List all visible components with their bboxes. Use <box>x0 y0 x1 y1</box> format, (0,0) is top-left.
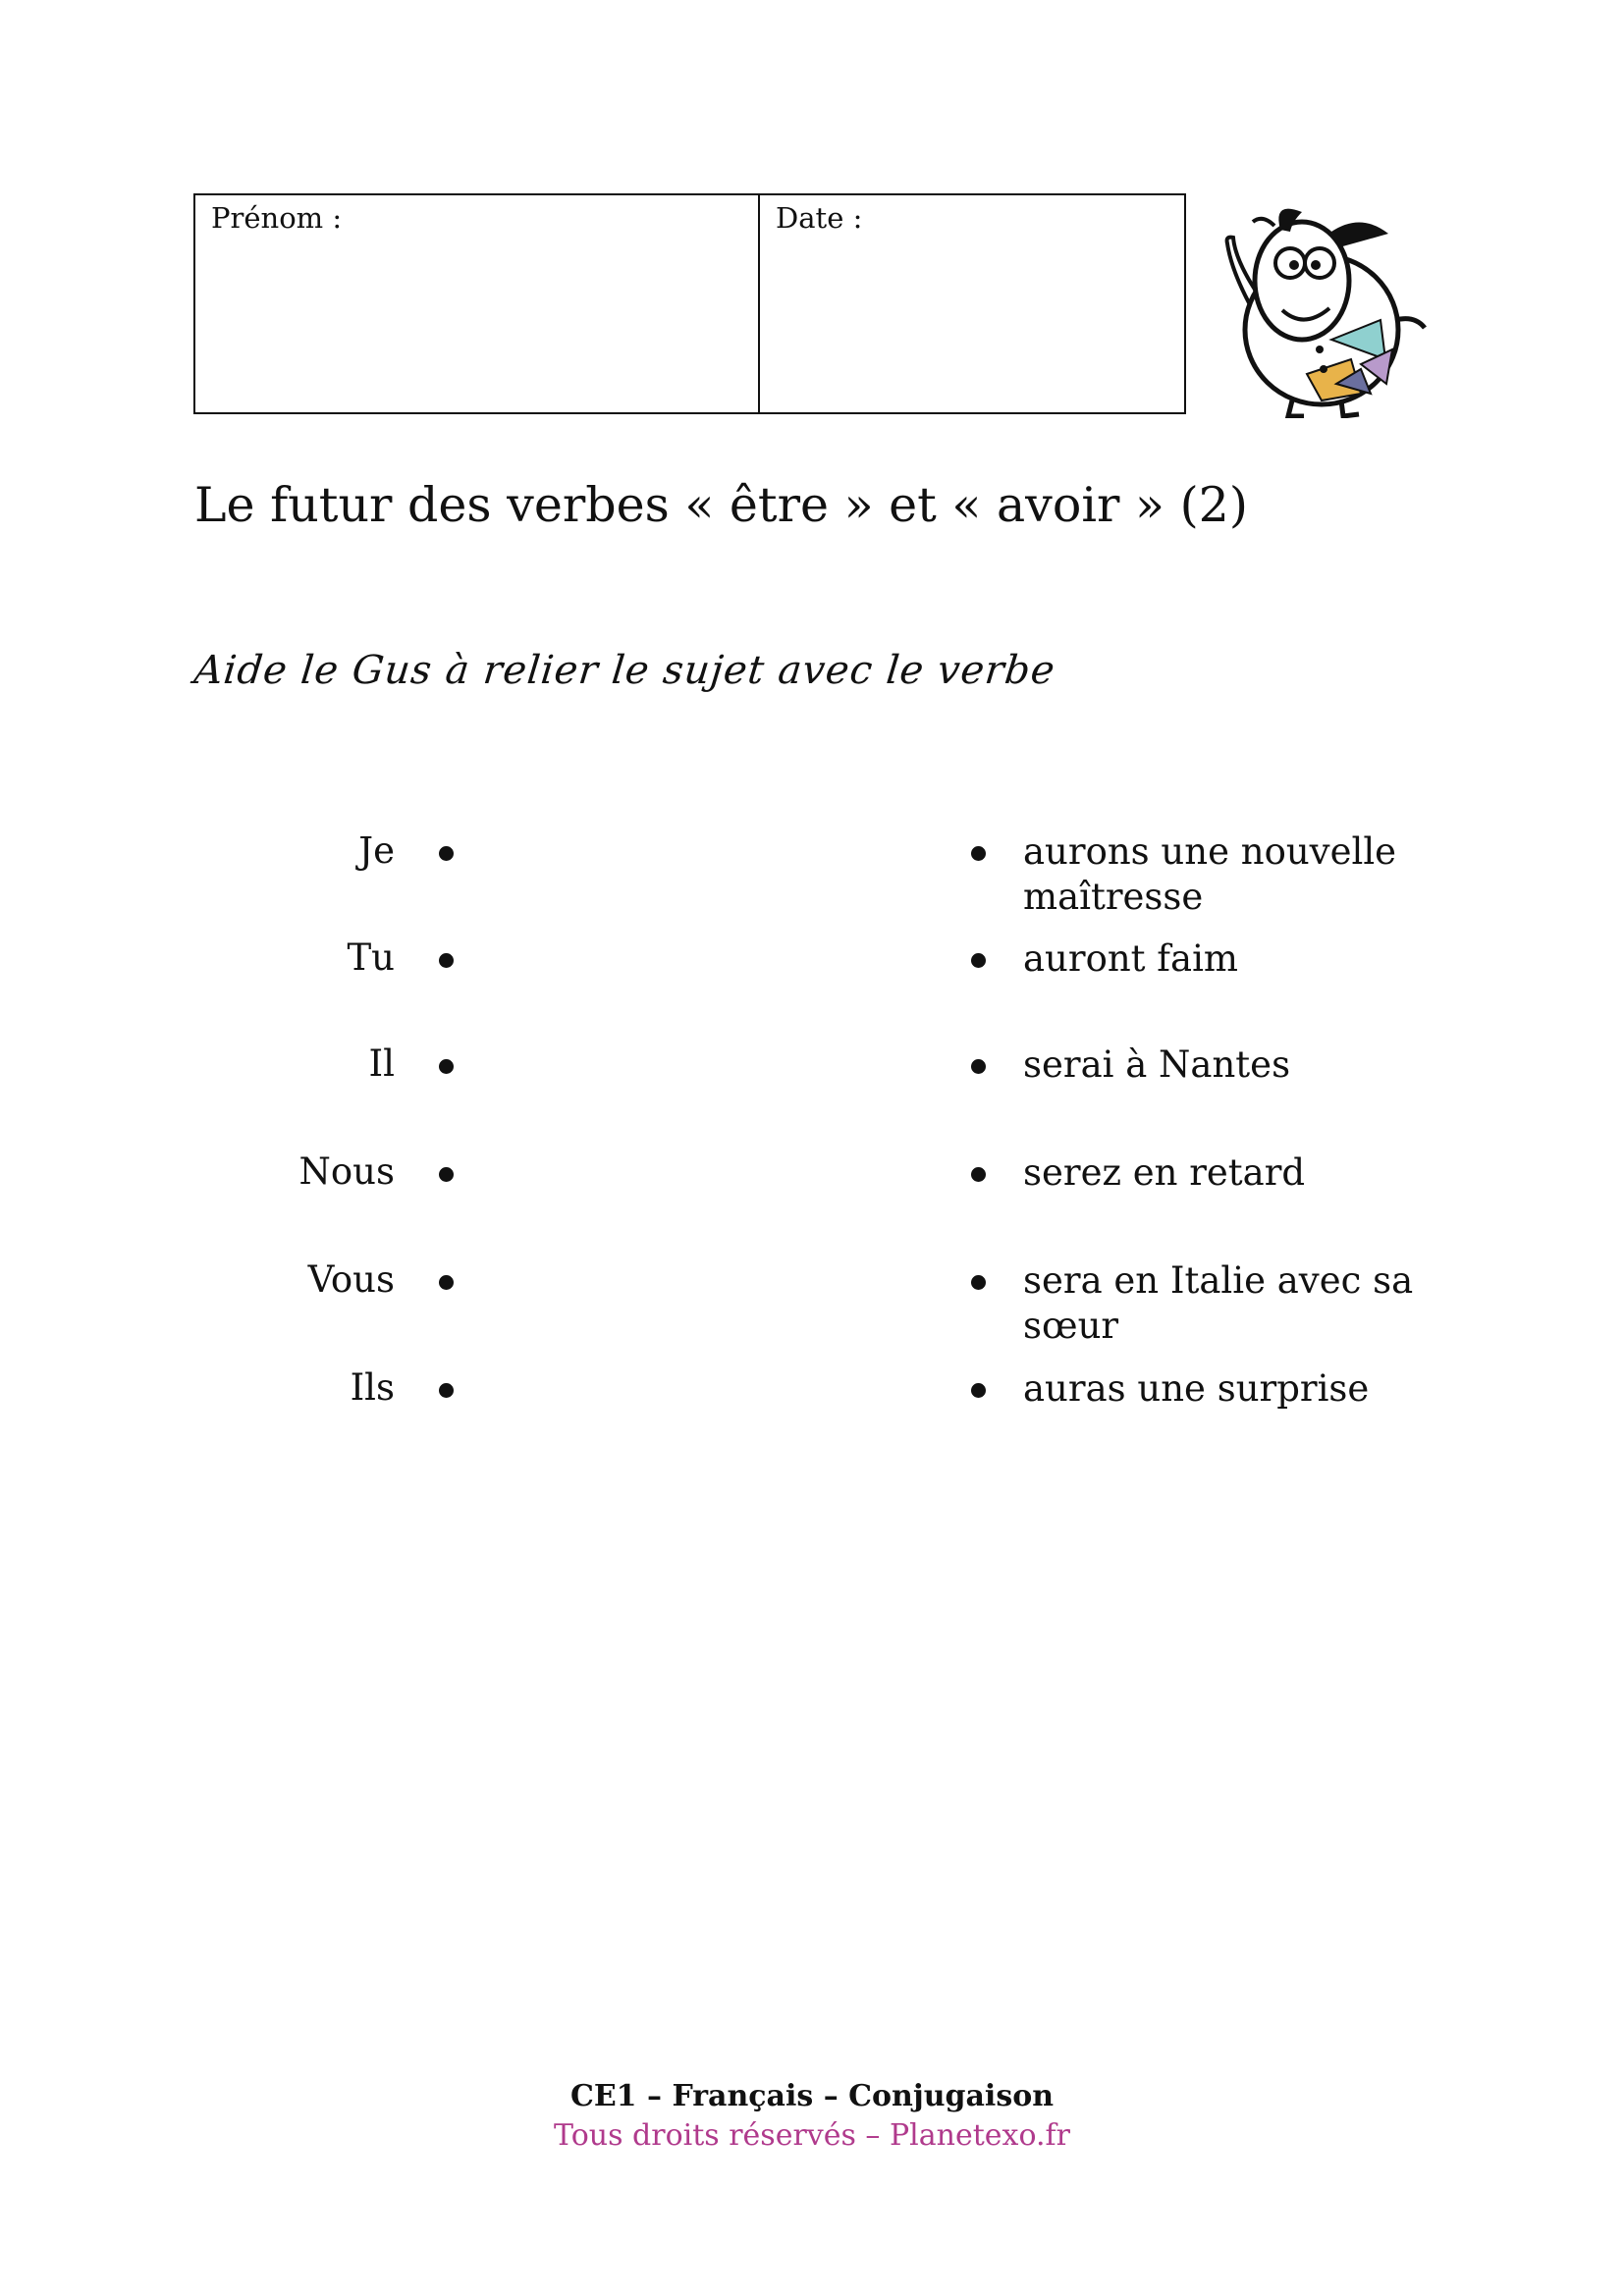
subject-item: Je <box>358 829 395 872</box>
footer-title: CE1 – Français – Conjugaison <box>569 2079 1055 2113</box>
verb-item: auras une surprise <box>1023 1367 1370 1410</box>
subject-dot[interactable] <box>439 953 454 968</box>
instruction-text: Aide le Gus à relier le sujet avec le verbe <box>191 648 1058 693</box>
verb-dot[interactable] <box>971 1167 986 1182</box>
verb-dot[interactable] <box>971 1383 986 1398</box>
subject-dot[interactable] <box>439 1275 454 1290</box>
verb-item: sera en Italie avec sa sœur <box>1023 1259 1414 1347</box>
verb-dot[interactable] <box>971 1275 986 1290</box>
prenom-label: Prénom : <box>211 201 343 235</box>
date-label: Date : <box>776 201 863 235</box>
page-title: Le futur des verbes « être » et « avoir » (2) <box>194 477 1248 533</box>
prenom-field[interactable] <box>195 195 760 412</box>
verb-item: auront faim <box>1023 937 1238 980</box>
footer-copyright-link[interactable]: Tous droits réservés – Planetexo.fr <box>554 2118 1070 2153</box>
subject-item: Il <box>368 1042 395 1085</box>
subject-item: Tu <box>347 936 395 979</box>
verb-item: aurons une nouvelle maîtresse <box>1023 830 1397 918</box>
subject-dot[interactable] <box>439 1059 454 1074</box>
verb-item: serez en retard <box>1023 1151 1306 1194</box>
verb-dot[interactable] <box>971 1059 986 1074</box>
name-date-table <box>193 193 1186 414</box>
verb-dot[interactable] <box>971 953 986 968</box>
date-field[interactable] <box>760 195 1184 412</box>
subject-dot[interactable] <box>439 1383 454 1398</box>
verb-dot[interactable] <box>971 846 986 861</box>
subject-item: Vous <box>307 1258 395 1301</box>
subject-item: Nous <box>298 1150 395 1193</box>
gus-mascot-illustration <box>1214 192 1432 418</box>
verb-item: serai à Nantes <box>1023 1043 1291 1086</box>
subject-dot[interactable] <box>439 1167 454 1182</box>
subject-item: Ils <box>350 1366 395 1409</box>
subject-dot[interactable] <box>439 846 454 861</box>
